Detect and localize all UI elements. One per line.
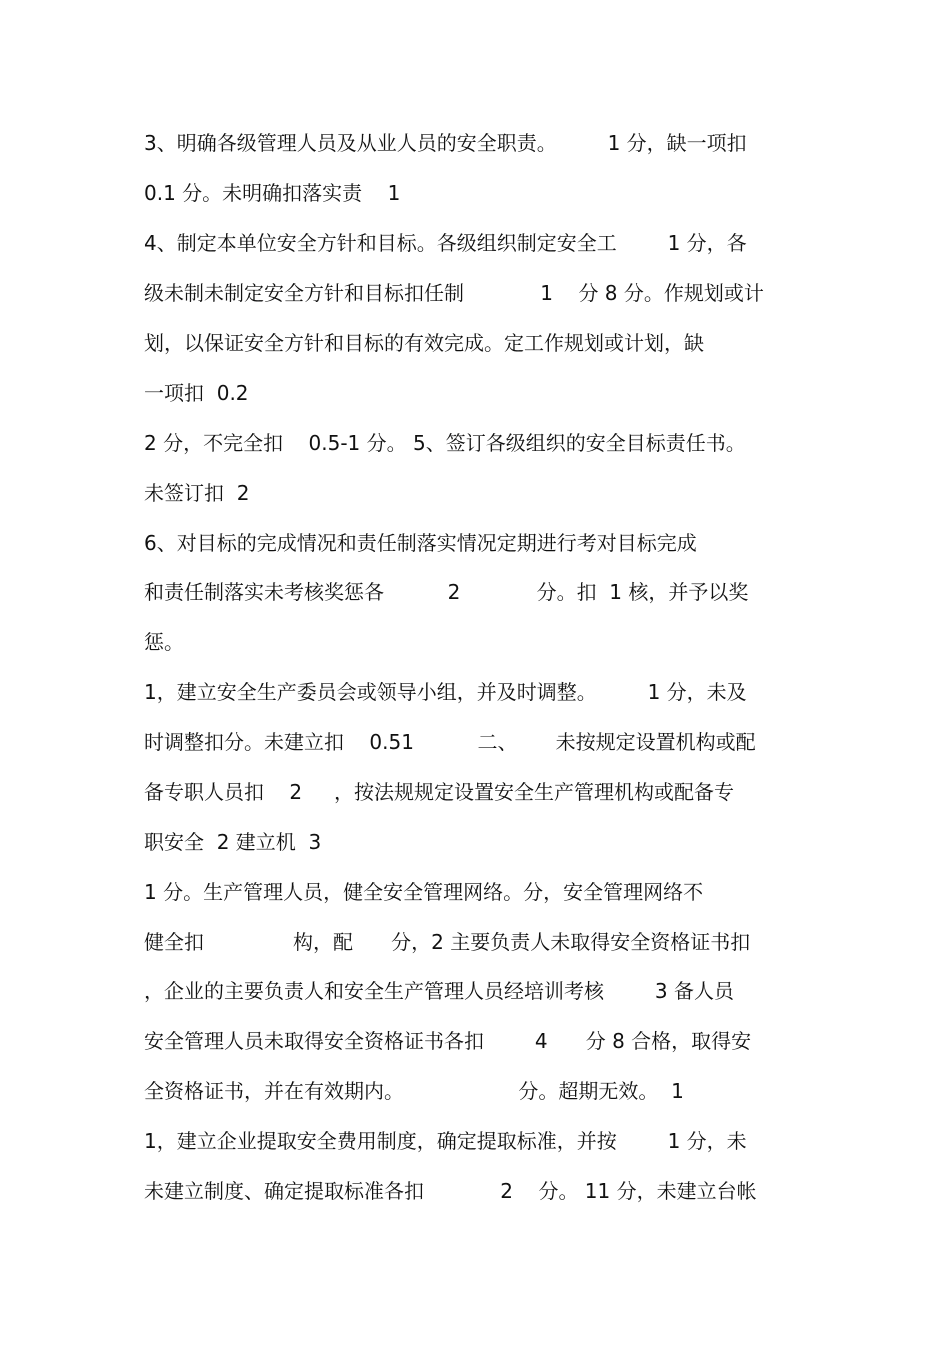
text-line-8: 未签订扣 2	[144, 481, 250, 505]
text-line-12: 1，建立安全生产委员会或领导小组，并及时调整。 1 分，未及	[144, 680, 747, 704]
text-line-15: 职安全 2 建立机 3	[144, 830, 322, 854]
text-line-20: 全资格证书，并在有效期内。 分。超期无效。 1	[144, 1079, 684, 1103]
text-line-18: ，企业的主要负责人和安全生产管理人员经培训考核 3 备人员	[144, 979, 734, 1003]
text-line-22: 未建立制度、确定提取标准各扣 2 分。 11 分，未建立台帐	[144, 1179, 757, 1203]
text-line-5: 划，以保证安全方针和目标的有效完成。定工作规划或计划，缺	[144, 331, 704, 355]
text-line-14: 备专职人员扣 2 ，按法规规定设置安全生产管理机构或配备专	[144, 780, 734, 804]
text-line-19: 安全管理人员未取得安全资格证书各扣 4 分 8 合格，取得安	[144, 1029, 752, 1053]
text-line-3: 4、制定本单位安全方针和目标。各级组织制定安全工 1 分，各	[144, 231, 747, 255]
text-line-13: 时调整扣分。未建立扣 0.51 二、 未按规定设置机构或配	[144, 730, 756, 754]
text-line-4: 级未制未制定安全方针和目标扣任制 1 分 8 分。作规划或计	[144, 281, 764, 305]
text-line-10: 和责任制落实未考核奖惩各 2 分。扣 1 核，并予以奖	[144, 580, 749, 604]
text-line-21: 1，建立企业提取安全费用制度，确定提取标准，并按 1 分，未	[144, 1129, 747, 1153]
text-line-1: 3、明确各级管理人员及从业人员的安全职责。 1 分，缺一项扣	[144, 131, 747, 155]
text-line-17: 健全扣 构，配 分，2 主要负责人未取得安全资格证书扣	[144, 930, 751, 954]
text-line-6: 一项扣 0.2	[144, 381, 249, 405]
text-line-2: 0.1 分。未明确扣落实责 1	[144, 181, 401, 205]
text-line-9: 6、对目标的完成情况和责任制落实情况定期进行考对目标完成	[144, 531, 697, 555]
text-line-16: 1 分。生产管理人员，健全安全管理网络。分，安全管理网络不	[144, 880, 704, 904]
text-line-11: 惩。	[144, 630, 184, 654]
text-line-7: 2 分，不完全扣 0.5-1 分。 5、签订各级组织的安全目标责任书。	[144, 431, 746, 455]
